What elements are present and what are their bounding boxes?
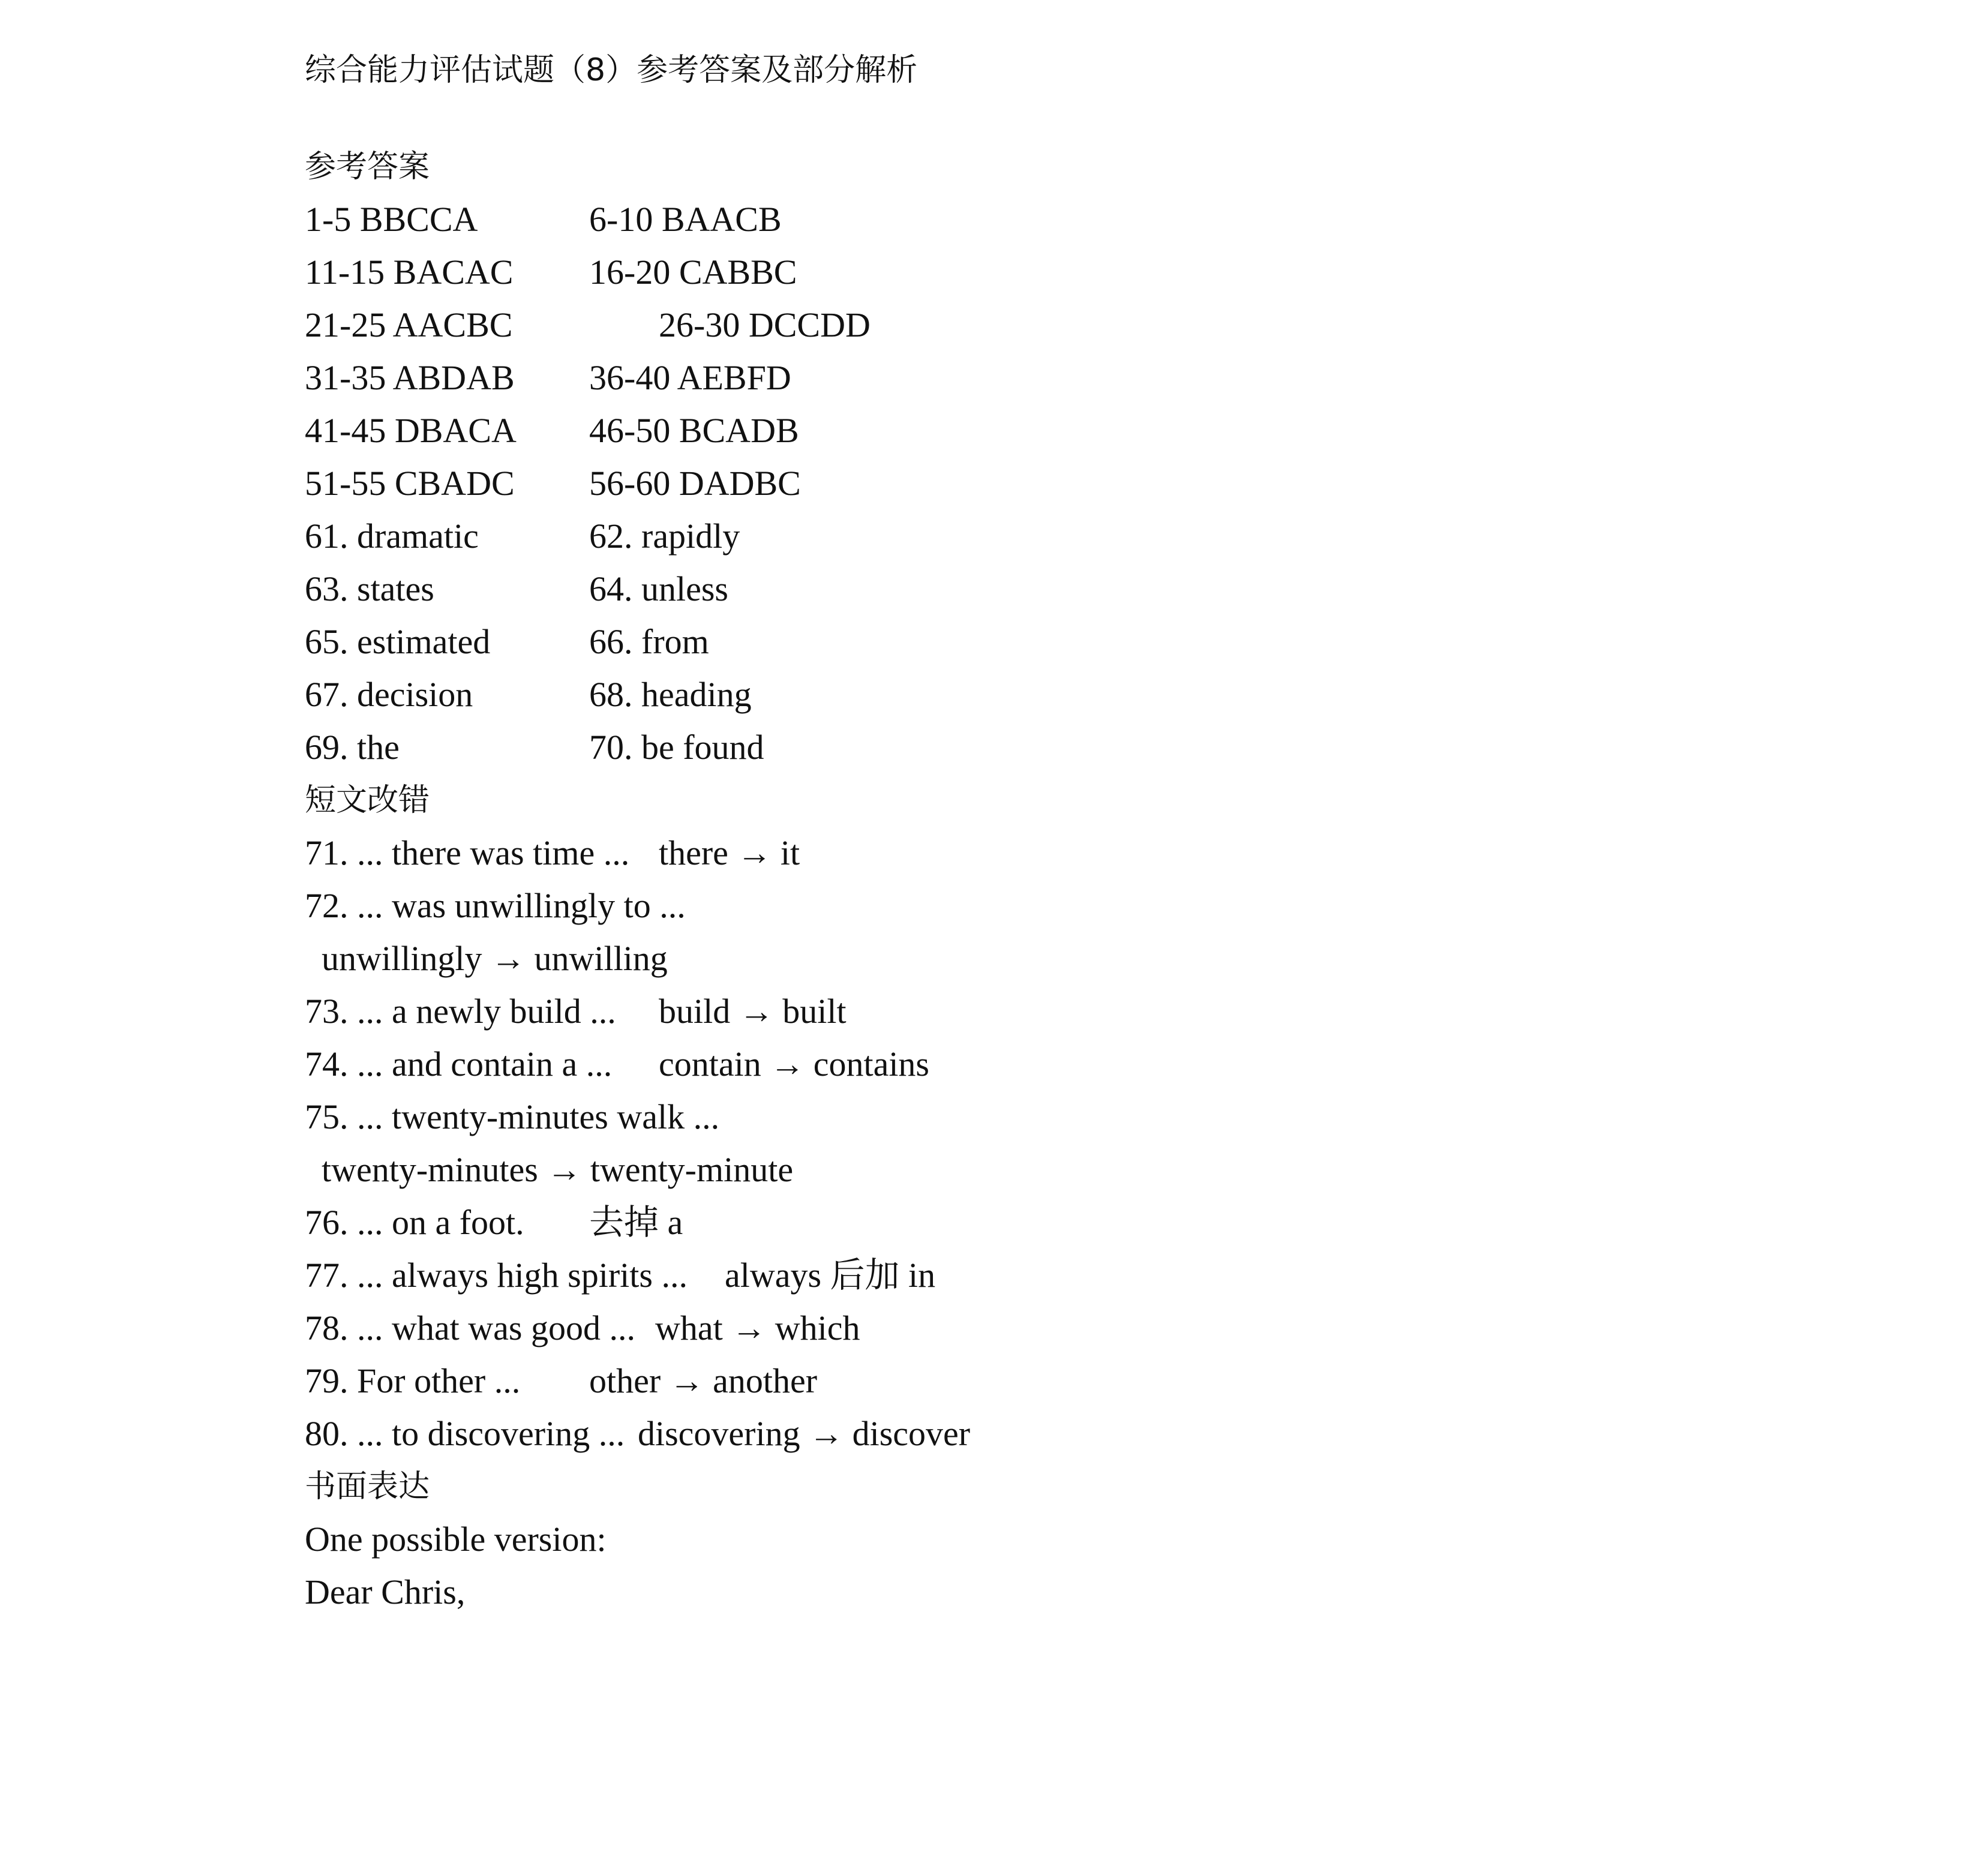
answer-left: 51-55 CBADC: [305, 464, 515, 503]
correction-fix-line: unwillingly → unwilling: [322, 939, 668, 978]
answer-right: 56-60 DADBC: [589, 464, 801, 503]
answer-row: [305, 193, 1805, 246]
answer-row: [305, 616, 1805, 668]
answer-left: 69. the: [305, 728, 400, 767]
answer-right: 64. unless: [589, 569, 728, 608]
correction-item: [305, 1091, 1805, 1143]
correction-fix: 去掉 a: [589, 1203, 683, 1242]
correction-item: [305, 1249, 1805, 1302]
answer-row: [305, 299, 1805, 352]
letter-greeting: Dear Chris,: [305, 1572, 466, 1611]
correction-item: [305, 1196, 1805, 1249]
answer-left: 61. dramatic: [305, 517, 479, 556]
answer-right: 6-10 BAACB: [589, 200, 782, 239]
answer-row: [305, 563, 1805, 616]
spacer: [305, 103, 1805, 140]
answer-right: 66. from: [589, 622, 709, 661]
answer-left: 65. estimated: [305, 622, 491, 661]
correction-original: 78. ... what was good ...: [305, 1308, 635, 1347]
correction-fix-line: twenty-minutes → twenty-minute: [322, 1150, 794, 1189]
correction-item: [305, 985, 1805, 1038]
correction-item: [305, 1407, 1805, 1460]
correction-fix: build → built: [659, 992, 847, 1031]
correction-original: 72. ... was unwillingly to ...: [305, 886, 686, 925]
correction-original: 80. ... to discovering ...: [305, 1414, 625, 1453]
correction-original: 79. For other ...: [305, 1361, 521, 1400]
correction-original: 73. ... a newly build ...: [305, 992, 616, 1031]
correction-original: 71. ... there was time ...: [305, 833, 630, 872]
correction-original: 75. ... twenty-minutes walk ...: [305, 1097, 720, 1136]
answer-right: 16-20 CABBC: [589, 253, 797, 292]
answer-row: [305, 352, 1805, 404]
answer-left: 41-45 DBACA: [305, 411, 517, 450]
correction-fix: always 后加 in: [725, 1256, 936, 1295]
answer-row: [305, 721, 1805, 774]
answer-right: 68. heading: [589, 675, 752, 714]
correction-fix: what → which: [655, 1308, 860, 1347]
correction-fix: other → another: [589, 1361, 818, 1400]
correction-item: [305, 1355, 1805, 1407]
document-content: [305, 37, 1805, 1619]
page-title: 综合能力评估试题（8）参考答案及部分解析: [305, 52, 918, 88]
answer-row: [305, 246, 1805, 299]
correction-fix: there → it: [659, 833, 800, 872]
correction-item: [305, 1302, 1805, 1355]
correction-heading: 短文改错: [305, 782, 430, 818]
correction-original: 74. ... and contain a ...: [305, 1044, 613, 1083]
writing-heading: 书面表达: [305, 1469, 430, 1505]
answer-left: 63. states: [305, 569, 434, 608]
answer-right: 36-40 AEBFD: [589, 358, 791, 397]
answer-right: 62. rapidly: [589, 517, 740, 556]
writing-intro: One possible version:: [305, 1520, 607, 1559]
answer-row: [305, 510, 1805, 563]
answer-left: 11-15 BACAC: [305, 253, 514, 292]
correction-original: 77. ... always high spirits ...: [305, 1256, 688, 1295]
answers-heading: 参考答案: [305, 149, 430, 185]
correction-item: [305, 1038, 1805, 1091]
answer-row: [305, 668, 1805, 721]
correction-item: [305, 880, 1805, 932]
answer-right: 46-50 BCADB: [589, 411, 799, 450]
answer-row: [305, 404, 1805, 457]
correction-original: 76. ... on a foot.: [305, 1203, 524, 1242]
answer-right: 26-30 DCCDD: [659, 305, 871, 344]
answer-right: 70. be found: [589, 728, 764, 767]
answer-row: [305, 457, 1805, 510]
answer-left: 1-5 BBCCA: [305, 200, 478, 239]
correction-fix: discovering → discover: [638, 1414, 971, 1453]
answer-left: 67. decision: [305, 675, 473, 714]
correction-fix: contain → contains: [659, 1044, 930, 1083]
correction-item: [305, 827, 1805, 880]
answer-left: 31-35 ABDAB: [305, 358, 515, 397]
answer-left: 21-25 AACBC: [305, 305, 513, 344]
